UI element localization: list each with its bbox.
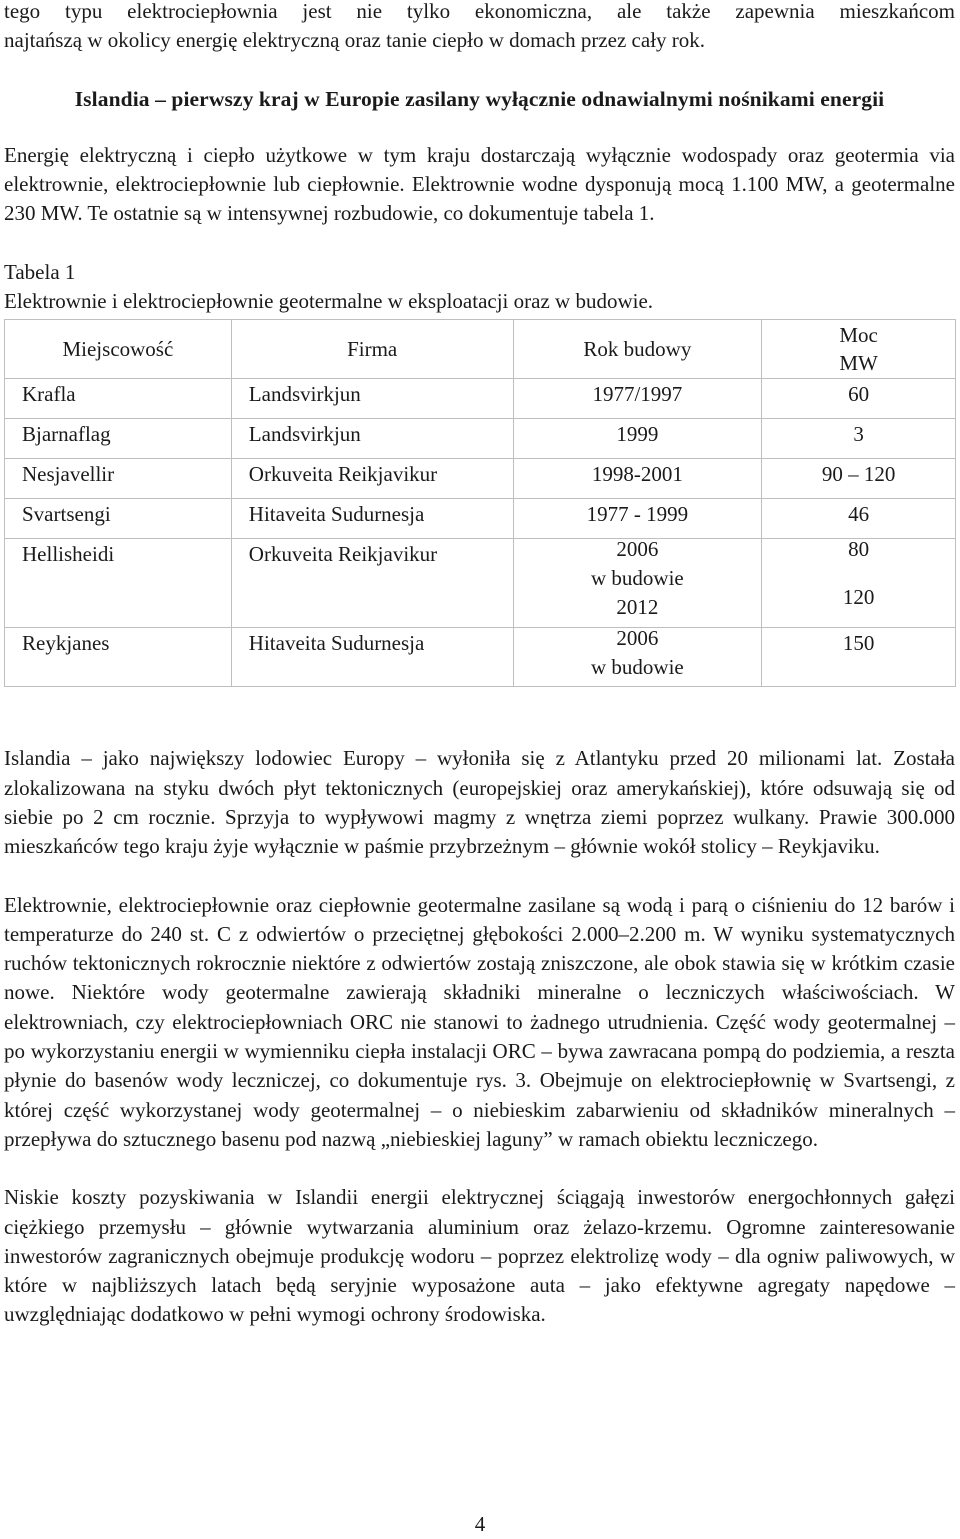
cell-power bbox=[762, 539, 956, 628]
paragraph-geothermal-plants: Elektrownie, elektrociepłownie oraz ciepłownie geotermalne zasilane są wodą i parą o ciśnieniu do 12 barów i temperaturze do 240 st. C z odwiertów o przeciętnej głębokości 2.000–2.200 m. W wyniku systematycznych ruchów tektonicznych rokrocznie niektóre z odwiertów zostają zniszczone, ale obok stawia się w krótkim czasie nowe. Niektóre wody geotermalne zawierają składniki mineralne o leczniczych właściwościach. W elektrowniach, czy elektrociepłowniach ORC nie stanowi to żadnego utrudnienia. Część wody geotermalnej – po wykorzystaniu energii w wymienniku ciepła instalacji ORC – bywa zawracana pompą do podziemia, a reszta płynie do basenów wody leczniczej, co dokumentuje rys. 3. Obejmuje on elektrociepłownię w Svartsengi, z której część wykorzystanej wody geotermalnej – o niebieskim zabarwieniu od składników mineralnych – przepływa do sztucznego basenu pod nazwą „niebieskiej laguny” w ramach obiektu leczniczego. bbox=[4, 892, 955, 1151]
paragraph-investors: Niskie koszty pozyskiwania w Islandii energii elektrycznej ściągają inwestorów energochłonnych gałęzi ciężkiego przemysłu – głównie wytwarzania aluminium oraz żelazo-krzemu. Ogromne zainteresowanie inwestorów zagranicznych obejmuje produkcję wodoru – poprzez elektrolizę wody – dla ogniw paliwowych, w które w najbliższych latach będą seryjnie wyposażone auta – jako efektywne agregaty napędowe – uwzględniając dodatkowo w pełni wymogi ochrony środowiska. bbox=[4, 1185, 955, 1327]
cell-company: Landsvirkjun bbox=[231, 379, 513, 419]
document-page bbox=[4, 0, 955, 1330]
paragraph-iceland-geology: Islandia – jako największy lodowiec Europy – wyłoniła się z Atlantyku przed 20 milionami lat. Została zlokalizowana na styku dwóch płyt tektonicznych (europejskiej oraz amerykańskiej), które odsuwają się od siebie po 2 cm rocznie. Sprzyja to wypływowi magmy z wnętrza ziemi poprzez wulkany. Prawie 300.000 mieszkańców tego kraju żyje wyłącznie w paśmie przybrzeżnym – głównie wokół stolicy – Reykjaviku. bbox=[4, 746, 955, 859]
cell-year-line-2: w budowie bbox=[591, 566, 684, 591]
cell-company: Hitaveita Sudurnesja bbox=[231, 628, 513, 687]
cell-place: Reykjanes bbox=[5, 628, 232, 687]
header-power-line-2: MW bbox=[839, 351, 878, 376]
paragraph-energy-sources: Energię elektryczną i ciepło użytkowe w tym kraju dostarczają wyłącznie wodospady oraz geotermia via elektrownie, elektrociepłownie lub ciepłownie. Elektrownie wodne dysponują mocą 1.100 MW, a geotermalne 230 MW. Te ostatnie są w intensywnej rozbudowie, co dokumentuje tabela 1. bbox=[4, 142, 955, 226]
page-number: 4 bbox=[474, 1512, 486, 1536]
cell-power: 150 bbox=[762, 628, 956, 687]
cell-company: Landsvirkjun bbox=[231, 419, 513, 459]
table-header-row bbox=[5, 320, 956, 379]
cell-year bbox=[513, 628, 762, 687]
section-heading: Islandia – pierwszy kraj w Europie zasilany wyłącznie odnawialnymi nośnikami energii bbox=[74, 86, 885, 111]
cell-place: Hellisheidi bbox=[5, 539, 232, 628]
header-power-line-1: Moc bbox=[839, 323, 878, 348]
cell-company: Orkuveita Reikjavikur bbox=[231, 539, 513, 628]
cell-power-line-2: 120 bbox=[842, 585, 875, 610]
cell-year: 1977/1997 bbox=[513, 379, 762, 419]
cell-company: Orkuveita Reikjavikur bbox=[231, 459, 513, 499]
cell-year-line-3: 2012 bbox=[616, 595, 659, 620]
intro-line-2: najtańszą w okolicy energię elektryczną oraz tanie ciepło w domach przez cały rok. bbox=[4, 28, 706, 53]
geothermal-plants-table bbox=[4, 319, 956, 687]
cell-year-line-1: 2006 bbox=[616, 626, 659, 651]
table-row-reykjanes bbox=[5, 628, 956, 687]
cell-year-line-2: w budowie bbox=[591, 655, 684, 680]
table-row bbox=[5, 419, 956, 459]
header-place: Miejscowość bbox=[5, 320, 232, 379]
table-row-hellisheidi bbox=[5, 539, 956, 628]
intro-paragraph bbox=[4, 0, 955, 56]
cell-power: 90 – 120 bbox=[762, 459, 956, 499]
cell-year-line-1: 2006 bbox=[616, 537, 659, 562]
cell-place: Nesjavellir bbox=[5, 459, 232, 499]
table-row bbox=[5, 379, 956, 419]
cell-place: Krafla bbox=[5, 379, 232, 419]
header-year: Rok budowy bbox=[513, 320, 762, 379]
cell-power: 60 bbox=[762, 379, 956, 419]
cell-year: 1998-2001 bbox=[513, 459, 762, 499]
table-caption: Elektrownie i elektrociepłownie geotermalne w eksploatacji oraz w budowie. bbox=[4, 289, 654, 314]
cell-company: Hitaveita Sudurnesja bbox=[231, 499, 513, 539]
table-row bbox=[5, 499, 956, 539]
cell-place: Svartsengi bbox=[5, 499, 232, 539]
cell-power: 46 bbox=[762, 499, 956, 539]
table-row bbox=[5, 459, 956, 499]
cell-power-line-1: 80 bbox=[848, 537, 870, 562]
cell-power: 3 bbox=[762, 419, 956, 459]
intro-line-1: tego typu elektrociepłownia jest nie tylko ekonomiczna, ale także zapewnia mieszkańcom bbox=[4, 0, 955, 23]
cell-year: 1999 bbox=[513, 419, 762, 459]
cell-year bbox=[513, 539, 762, 628]
cell-year: 1977 - 1999 bbox=[513, 499, 762, 539]
header-company: Firma bbox=[231, 320, 513, 379]
header-power bbox=[762, 320, 956, 379]
cell-place: Bjarnaflag bbox=[5, 419, 232, 459]
table-label: Tabela 1 bbox=[4, 259, 76, 284]
